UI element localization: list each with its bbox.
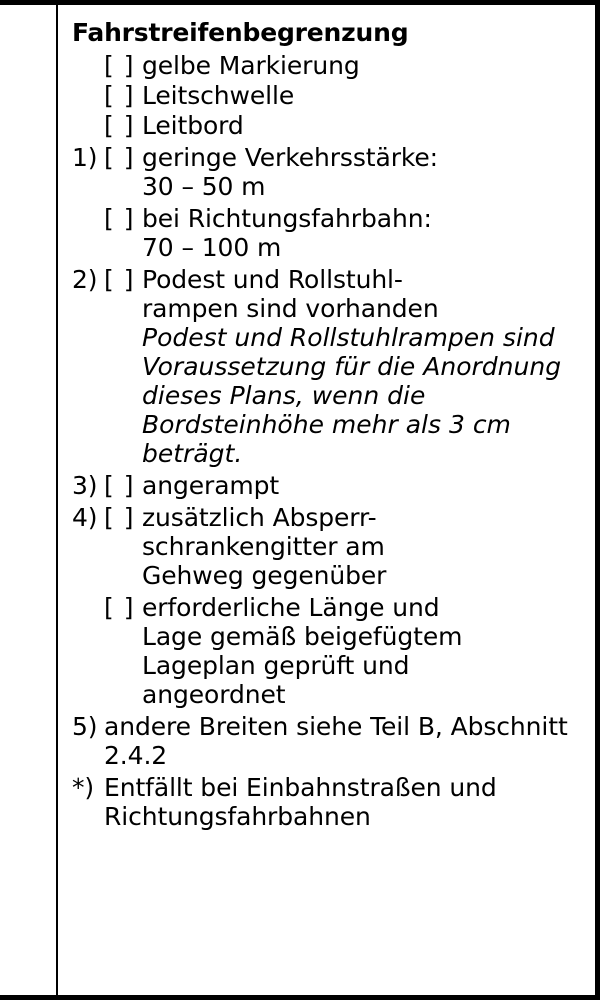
item-note (142, 323, 581, 468)
item-note-line: wenn die Bordsteinhöhe (142, 381, 426, 439)
item-text (142, 143, 581, 201)
list-item[interactable] (72, 111, 581, 140)
item-note-line: Anordnung dieses Plans, (142, 352, 562, 410)
item-text-line: schrankengitter am (142, 532, 385, 561)
item-text-line: 70 – 100 m (142, 233, 282, 262)
item-text-line: Gehweg gegenüber (142, 561, 387, 590)
checkbox[interactable]: [ ] (104, 471, 135, 500)
list-item[interactable] (72, 51, 581, 80)
item-text: angerampt (142, 471, 280, 500)
checkbox[interactable]: [ ] (104, 111, 135, 140)
footnote-marker: *) (72, 773, 95, 802)
form-content (72, 15, 581, 995)
item-number: 3) (72, 471, 98, 500)
item-note-line: sind Voraussetzung für die (142, 323, 555, 381)
item-text (142, 204, 581, 262)
checkbox[interactable]: [ ] (104, 143, 135, 172)
item-number: 2) (72, 265, 98, 294)
checkbox[interactable]: [ ] (104, 593, 135, 622)
checkbox[interactable]: [ ] (104, 51, 135, 80)
item-text-line: rampen sind vorhanden (142, 294, 439, 323)
list-item[interactable] (72, 265, 581, 323)
checkbox[interactable]: [ ] (104, 265, 135, 294)
item-text: gelbe Markierung (142, 51, 360, 80)
list-item[interactable] (72, 143, 581, 201)
item-text-line: Lage gemäß beigefügtem (142, 622, 463, 651)
footnote-text (104, 773, 581, 831)
item-text (142, 265, 581, 323)
footnote-text-line: Entfällt bei Einbahnstraßen (104, 773, 442, 802)
item-text (142, 503, 581, 590)
item-text-line: angeordnet (142, 680, 286, 709)
list-item[interactable] (72, 503, 581, 590)
list-item[interactable] (72, 81, 581, 110)
item-text: Leitbord (142, 111, 244, 140)
item-text-line: Abschnitt 2.4.2 (104, 712, 568, 770)
item-text-line: Podest und Rollstuhl- (142, 265, 403, 294)
item-text (142, 593, 581, 709)
item-number: 1) (72, 143, 98, 172)
item-text-line: bei Richtungsfahrbahn: (142, 204, 432, 233)
item-text-line: geringe Verkehrsstärke: (142, 143, 438, 172)
checkbox[interactable]: [ ] (104, 81, 135, 110)
page-title: Fahrstreifenbegrenzung (72, 18, 409, 47)
list-item[interactable] (72, 204, 581, 262)
footnote-text-line: und Richtungsfahrbahnen (104, 773, 497, 831)
list-item[interactable] (72, 471, 581, 500)
checkbox[interactable]: [ ] (104, 503, 135, 532)
item-number: 5) (72, 712, 98, 741)
item-text-line: zusätzlich Absperr- (142, 503, 377, 532)
item-text-line: 30 – 50 m (142, 172, 266, 201)
item-text-line: andere Breiten siehe Teil B, (104, 712, 443, 741)
item-note-line: Podest und Rollstuhlrampen (142, 323, 495, 352)
list-item (72, 712, 581, 770)
item-text: Leitschwelle (142, 81, 295, 110)
item-text (104, 712, 581, 770)
checkbox[interactable]: [ ] (104, 204, 135, 233)
item-note-line: mehr als 3 cm beträgt. (142, 410, 511, 468)
item-number: 4) (72, 503, 98, 532)
item-text-line: Lageplan geprüft und (142, 651, 410, 680)
footnote (72, 773, 581, 831)
item-text-line: erforderliche Länge und (142, 593, 440, 622)
left-vertical-rule (56, 5, 58, 995)
list-item[interactable] (72, 593, 581, 709)
